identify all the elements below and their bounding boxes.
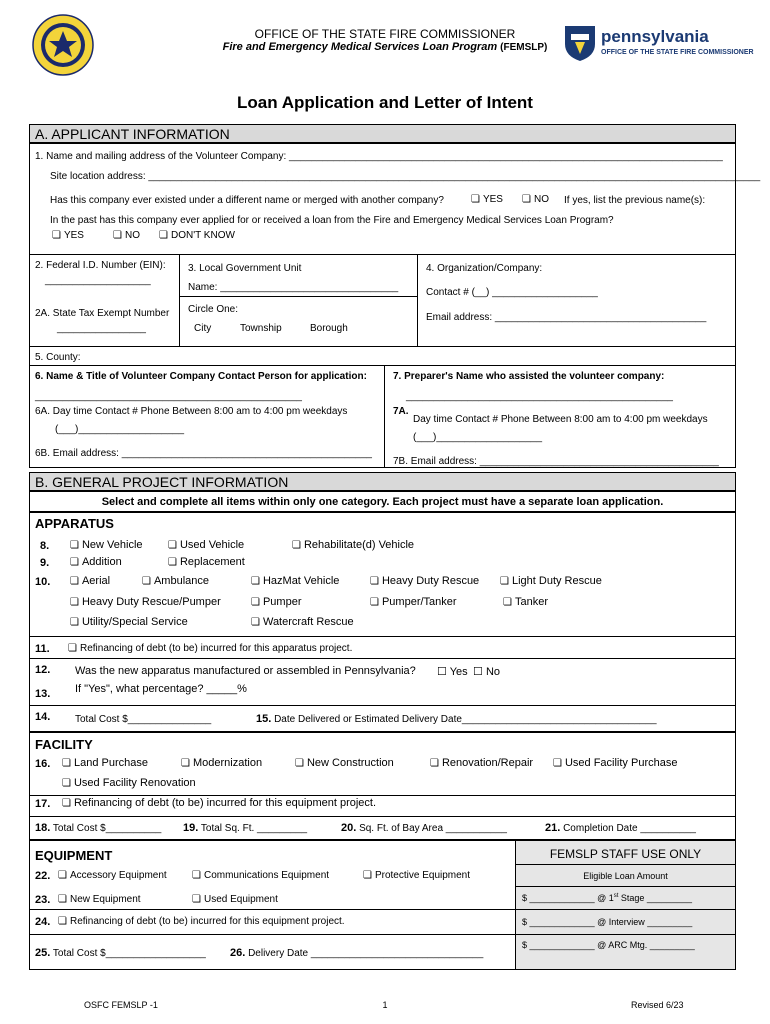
apparatus-heading: APPARATUS [35, 516, 114, 531]
q2a-label [35, 308, 169, 319]
q12-no-checkbox[interactable] [473, 665, 500, 678]
q3-number: 3. [188, 263, 197, 274]
ein-field[interactable]: ___________________ [45, 275, 151, 286]
protective-equipment-checkbox[interactable]: ❏ Protective Equipment [363, 870, 470, 881]
q18-text: Total Cost $__________ [52, 823, 162, 834]
divider [179, 254, 180, 346]
staff-row-arc[interactable]: $ _____________ @ ARC Mtg. _________ [522, 940, 695, 950]
renovation-checkbox[interactable]: ❏ Renovation/Repair [430, 757, 533, 769]
q6b-field[interactable]: 6B. Email address: _____________________________________________ [35, 448, 372, 459]
q20-text: Sq. Ft. of Bay Area ___________ [359, 823, 507, 834]
stage-date: Stage _________ [618, 893, 692, 903]
page-title: Loan Application and Letter of Intent [237, 93, 533, 112]
land-purchase-checkbox[interactable]: ❏ Land Purchase [62, 757, 148, 769]
communications-equipment-checkbox[interactable]: ❏ Communications Equipment [192, 870, 329, 881]
q2-label: 2. Federal I.D. Number (EIN): [35, 260, 166, 271]
q12-text: Was the new apparatus manufactured or assembled in Pennsylvania? [75, 665, 416, 677]
item-24-number: 24. [35, 916, 51, 928]
divider [384, 365, 385, 468]
existed-yes-checkbox[interactable]: ❏ YES [471, 194, 503, 205]
footer-revised: Revised 6/23 [631, 1000, 684, 1010]
footer-form-id: OSFC FEMSLP -1 [84, 1000, 158, 1010]
q7a-field[interactable]: (___)___________________ [413, 432, 543, 443]
q6-field[interactable]: ________________________________________________ [35, 391, 302, 402]
new-equipment-checkbox[interactable]: ❏ New Equipment [58, 894, 141, 905]
q19-text: Total Sq. Ft. _________ [200, 823, 308, 834]
apparatus-refinance-checkbox[interactable]: ❏ Refinancing of debt (to be) incurred for this apparatus project. [68, 643, 352, 654]
q7-field[interactable]: ________________________________________________ [406, 391, 673, 402]
divider [417, 254, 418, 346]
total-cost-field[interactable]: Total Cost $_______________ [75, 714, 212, 725]
pumper-tanker-checkbox[interactable]: ❏ Pumper/Tanker [370, 596, 457, 608]
watercraft-checkbox[interactable]: ❏ Watercraft Rescue [251, 616, 354, 628]
program-name: Fire and Emergency Medical Services Loan Program [222, 41, 498, 53]
q25-text: Total Cost $__________________ [52, 948, 206, 959]
q20-field[interactable] [341, 822, 507, 834]
pennsylvania-logo [563, 24, 753, 64]
divider [29, 795, 736, 796]
divider [29, 934, 515, 935]
item-8-number: 8. [40, 540, 50, 552]
q3-label [188, 263, 301, 274]
logo-title: pennsylvania [601, 27, 709, 46]
circle-one-label: Circle One: [188, 304, 239, 315]
q5-county: 5. County: [35, 352, 81, 363]
item-13-number: 13. [35, 688, 51, 700]
past-no-checkbox[interactable]: ❏ NO [113, 230, 140, 241]
org-email-field[interactable]: Email address: ______________________________________ [426, 312, 707, 323]
q26-number: 26. [230, 947, 246, 959]
q4-text: Organization/Company: [437, 263, 543, 274]
q25-field[interactable] [35, 947, 206, 959]
divider [515, 864, 736, 865]
accessory-equipment-checkbox[interactable]: ❏ Accessory Equipment [58, 870, 167, 881]
aerial-checkbox[interactable]: ❏ Aerial [70, 575, 110, 587]
divider [515, 909, 736, 910]
if-yes-label: If yes, list the previous name(s): [564, 195, 706, 206]
option-borough[interactable]: Borough [310, 323, 348, 334]
q15-field[interactable] [256, 713, 657, 725]
q12-yes-checkbox[interactable] [437, 665, 468, 678]
q2a-number: 2A [35, 308, 48, 319]
existed-no-checkbox[interactable]: ❏ NO [522, 194, 549, 205]
staff-row-interview[interactable]: $ _____________ @ Interview _________ [522, 917, 693, 927]
contact-field[interactable]: Contact # (__) ___________________ [426, 287, 598, 298]
divider [29, 346, 736, 347]
item-10-number: 10. [35, 576, 51, 588]
new-construction-checkbox[interactable]: ❏ New Construction [295, 757, 394, 769]
equipment-heading: EQUIPMENT [35, 848, 113, 863]
tanker-checkbox[interactable]: ❏ Tanker [503, 596, 548, 608]
divider [515, 886, 736, 887]
yes-label: Yes [449, 666, 468, 678]
rehab-vehicle-checkbox[interactable]: ❏ Rehabilitate(d) Vehicle [292, 539, 414, 551]
item-12-number: 12. [35, 664, 51, 676]
heavy-pumper-checkbox[interactable]: ❏ Heavy Duty Rescue/Pumper [70, 596, 221, 608]
divider [29, 254, 736, 255]
facility-heading: FACILITY [35, 737, 93, 752]
modernization-checkbox[interactable]: ❏ Modernization [181, 757, 262, 769]
past-dont-know-checkbox[interactable]: ❏ DON'T KNOW [159, 230, 235, 241]
q13-text[interactable]: If "Yes", what percentage? _____% [75, 683, 247, 695]
divider [515, 934, 736, 935]
light-rescue-checkbox[interactable]: ❏ Light Duty Rescue [500, 575, 602, 587]
new-vehicle-checkbox[interactable]: ❏ New Vehicle [70, 539, 143, 551]
equipment-refinance-checkbox[interactable]: ❏ Refinancing of debt (to be) incurred for this equipment project. [58, 916, 345, 927]
replacement-checkbox[interactable]: ❏ Replacement [168, 556, 245, 568]
used-equipment-checkbox[interactable]: ❏ Used Equipment [192, 894, 278, 905]
q21-number: 21. [545, 822, 561, 834]
header-line1: OFFICE OF THE STATE FIRE COMMISSIONER [254, 27, 516, 41]
divider [29, 909, 515, 910]
q3-text: Local Government Unit [199, 263, 302, 274]
eligible-loan-label: Eligible Loan Amount [583, 871, 668, 881]
staff-heading: FEMSLP STAFF USE ONLY [549, 847, 702, 861]
option-township[interactable]: Township [240, 323, 282, 334]
q18-number: 18. [35, 822, 51, 834]
q20-number: 20. [341, 822, 357, 834]
q15-number: 15. [256, 713, 272, 725]
item-16-number: 16. [35, 758, 51, 770]
no-label: No [485, 666, 500, 678]
q7-label: 7. Preparer's Name who assisted the volunteer company: [393, 371, 665, 382]
addition-checkbox[interactable]: ❏ Addition [70, 556, 122, 568]
q6a-field[interactable]: (___)___________________ [55, 424, 185, 435]
logo-subtitle: OFFICE OF THE STATE FIRE COMMISSIONER [601, 49, 754, 56]
section-b-instruction: Select and complete all items within only one category. Each project must have a separate loan application. [101, 496, 664, 508]
q6a-label: 6A. Day time Contact # Phone Between 8:00 am to 4:00 pm weekdays [35, 406, 348, 417]
program-acronym: (FEMSLP) [500, 42, 548, 53]
hazmat-checkbox[interactable]: ❏ HazMat Vehicle [251, 575, 339, 587]
past-loan-question: In the past has this company ever applied for or received a loan from the Fire and Emergency Medical Services Loan Program? [50, 215, 614, 226]
item-23-number: 23. [35, 894, 51, 906]
q4-label [426, 263, 542, 274]
used-vehicle-checkbox[interactable]: ❏ Used Vehicle [168, 539, 244, 551]
q21-field[interactable] [545, 822, 696, 834]
used-facility-purchase-checkbox[interactable]: ❏ Used Facility Purchase [553, 757, 677, 769]
section-a-heading: A. APPLICANT INFORMATION [29, 124, 736, 143]
item-22-number: 22. [35, 870, 51, 882]
divider [29, 816, 736, 817]
q7a-label: Day time Contact # Phone Between 8:00 am to 4:00 pm weekdays [413, 414, 708, 425]
option-city[interactable]: City [194, 323, 212, 334]
q19-number: 19. [183, 822, 199, 834]
q1-number: 1. [35, 151, 44, 162]
ambulance-checkbox[interactable]: ❏ Ambulance [142, 575, 209, 587]
facility-refinance-checkbox[interactable]: ❏ Refinancing of debt (to be) incurred for this equipment project. [62, 797, 376, 809]
q19-field[interactable] [183, 822, 307, 834]
item-17-number: 17. [35, 798, 51, 810]
stage-amount: $ _____________ @ 1 [522, 893, 614, 903]
q2a-text: . State Tax Exempt Number [47, 308, 170, 319]
q1-text: Name and mailing address of the Volunteer Company: ______________________________________________________________________________ [46, 151, 723, 162]
tax-exempt-field[interactable]: ________________ [57, 323, 146, 334]
q7b-field[interactable]: 7B. Email address: ___________________________________________ [393, 456, 719, 467]
q7a-number: 7A. [393, 406, 409, 417]
pumper-checkbox[interactable]: ❏ Pumper [251, 596, 302, 608]
q21-text: Completion Date __________ [563, 823, 696, 834]
divider [179, 296, 417, 297]
q4-number: 4. [426, 263, 435, 274]
item-14-number: 14. [35, 711, 51, 723]
divider [29, 636, 736, 637]
past-yes-checkbox[interactable]: ❏ YES [52, 230, 84, 241]
divider [29, 658, 736, 659]
q26-field[interactable] [230, 947, 483, 959]
q18-field[interactable] [35, 822, 161, 834]
q1 [35, 151, 723, 162]
q25-number: 25. [35, 947, 51, 959]
utility-checkbox[interactable]: ❏ Utility/Special Service [70, 616, 188, 628]
footer-page-number: 1 [382, 1000, 388, 1010]
site-address: Site location address: ______________________________________________________________________________________________________________ [50, 171, 761, 182]
square-icon: ☐ [437, 666, 447, 678]
used-facility-renovation-checkbox[interactable]: ❏ Used Facility Renovation [62, 777, 196, 789]
heavy-rescue-checkbox[interactable]: ❏ Heavy Duty Rescue [370, 575, 479, 587]
staff-row-first-stage[interactable] [522, 893, 692, 903]
ordinal-suffix: st [613, 893, 619, 899]
existed-question: Has this company ever existed under a different name or merged with another company? [50, 195, 444, 206]
item-11-number: 11. [35, 643, 50, 655]
divider [29, 705, 736, 706]
q15-text: Date Delivered or Estimated Delivery Date___________________________________ [274, 714, 657, 725]
local-gov-name-field[interactable]: Name: ________________________________ [188, 282, 399, 293]
q6-label: 6. Name & Title of Volunteer Company Contact Person for application: [35, 371, 367, 382]
item-9-number: 9. [40, 557, 50, 569]
square-icon: ☐ [473, 666, 483, 678]
section-b-heading: B. GENERAL PROJECT INFORMATION [29, 472, 736, 491]
divider [29, 365, 736, 366]
q26-text: Delivery Date _______________________________ [248, 948, 484, 959]
